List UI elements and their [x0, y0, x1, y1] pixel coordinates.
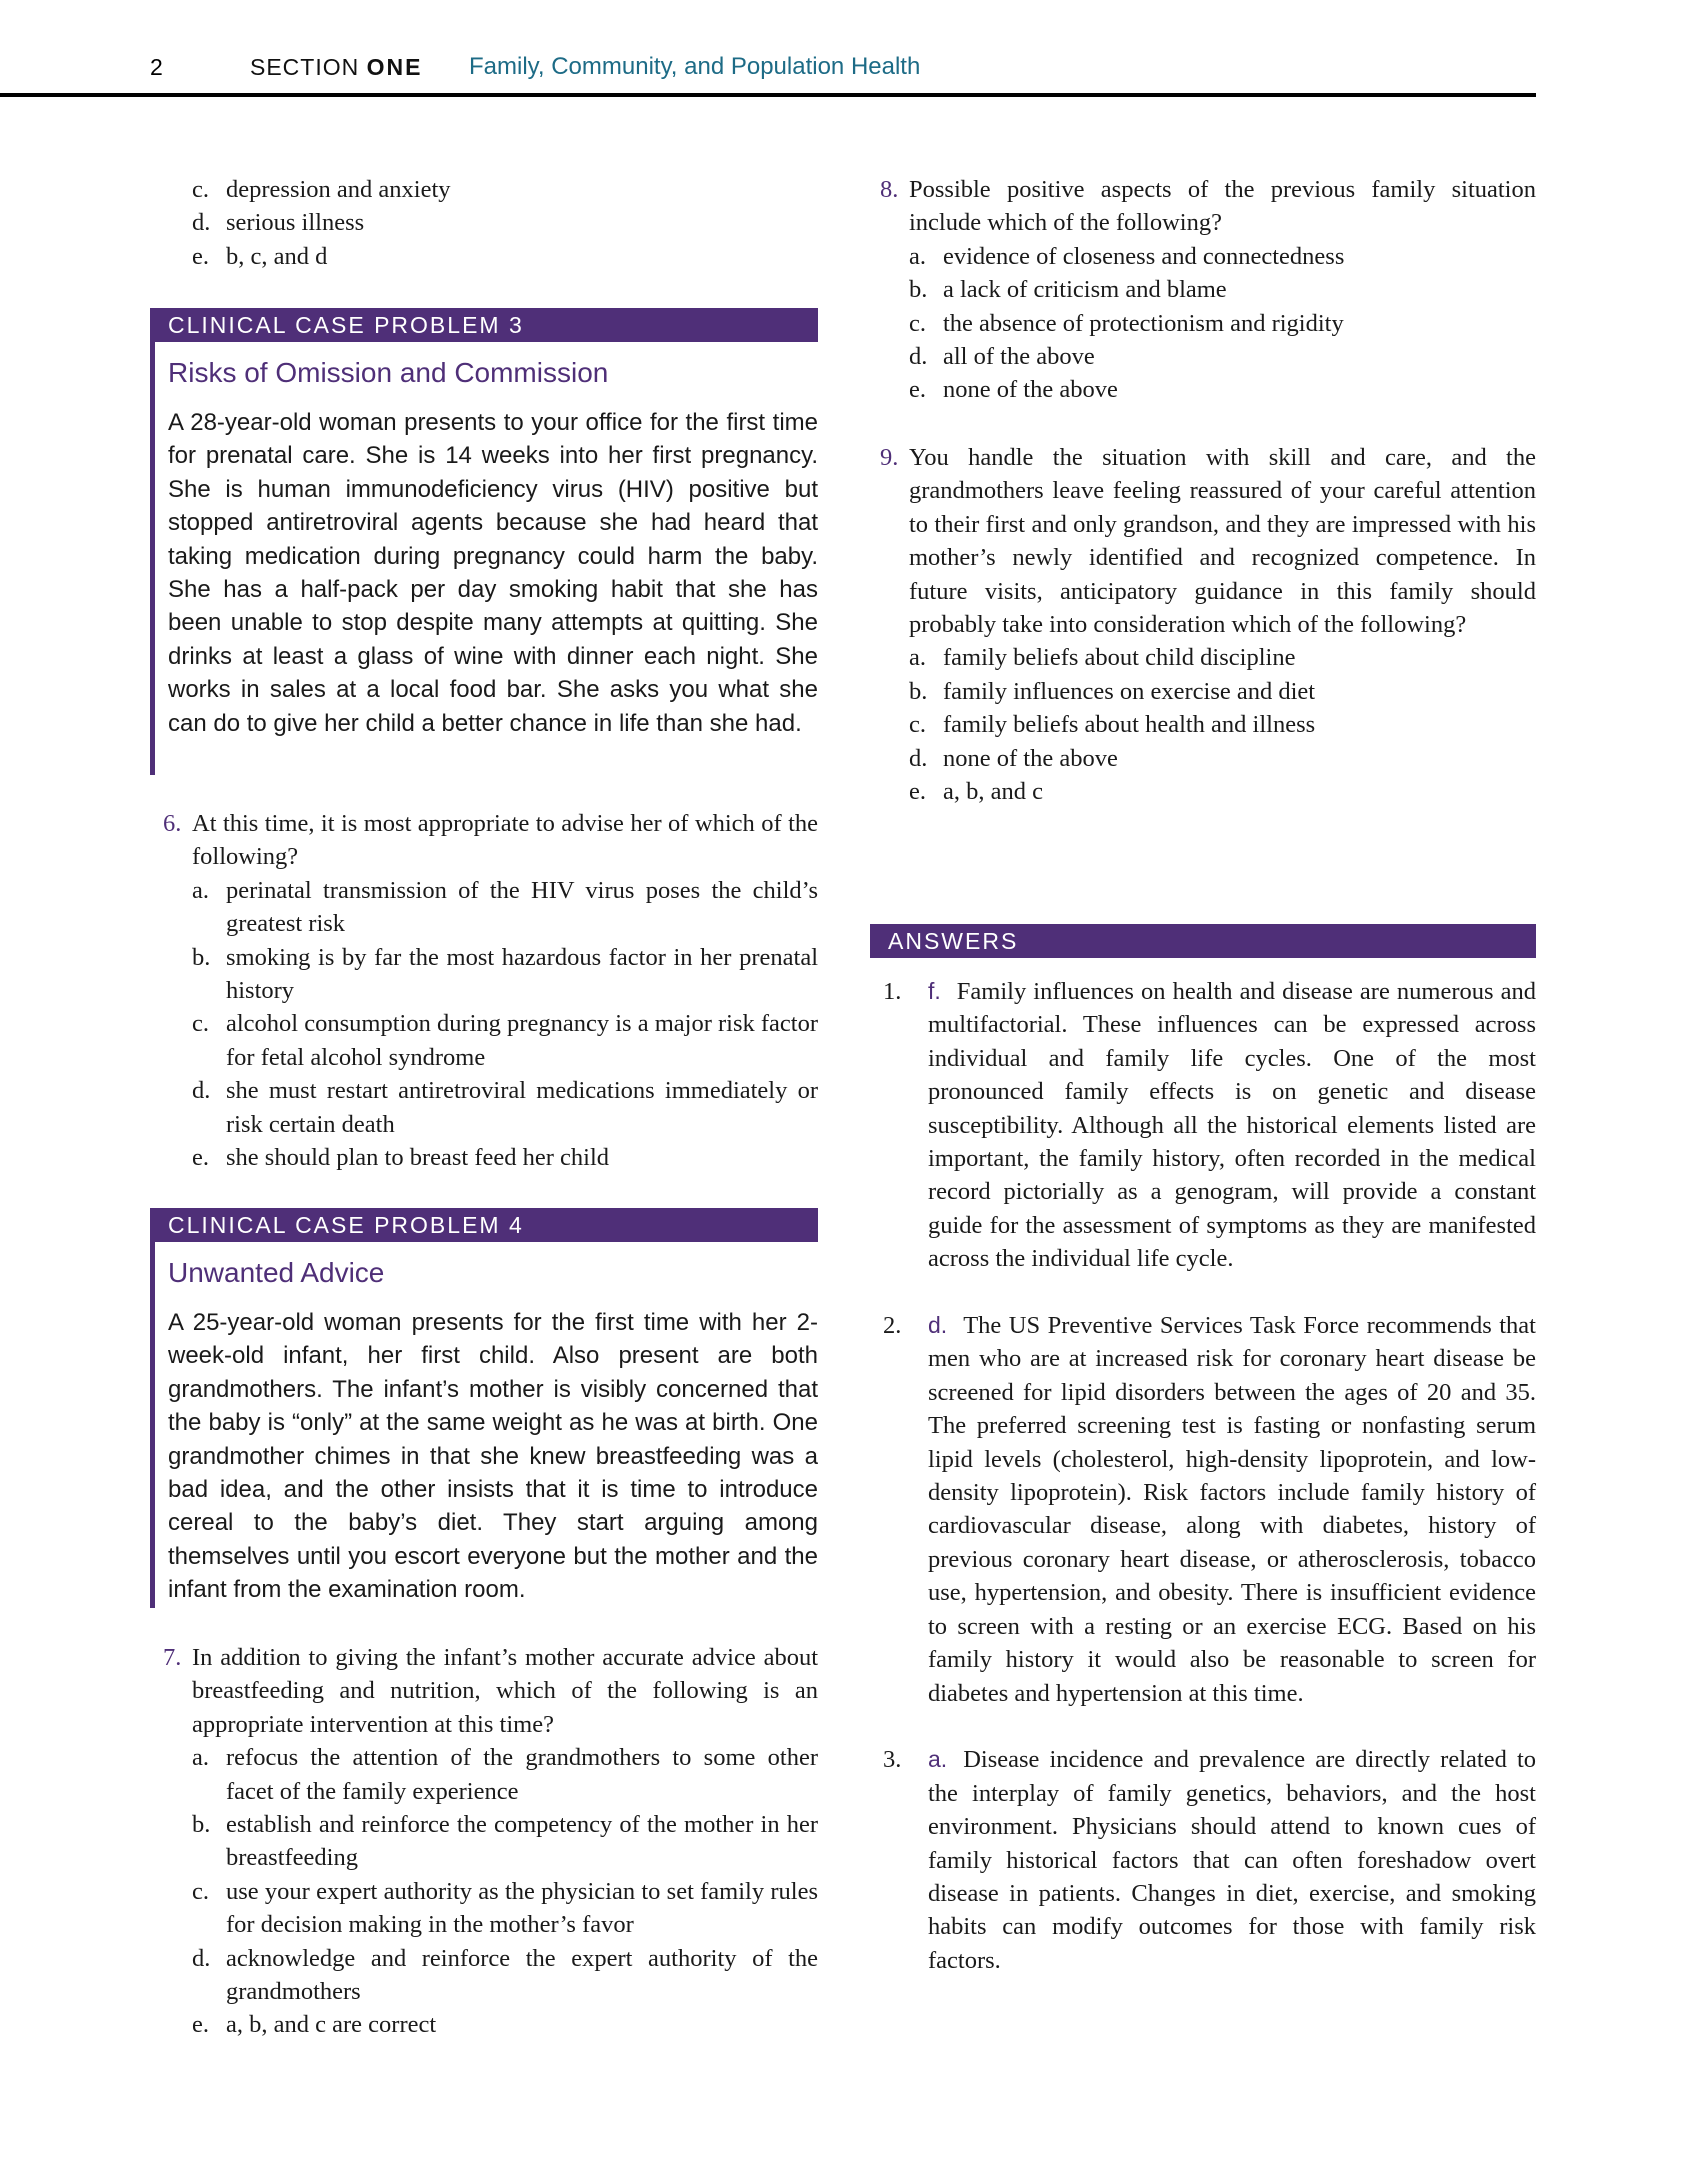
option-letter: d.	[192, 209, 211, 237]
question-text: You handle the situation with skill and care, and the grandmothers leave feeling reassured of your careful attention to their first and only grandson, and they are impressed with his mother’s newly identified and recognized competence. In future visits, anticipatory guidance in this family should probably take into consideration which of the following?	[909, 444, 1536, 639]
option-text: establish and reinforce the competency of the mother in her breastfeeding	[226, 1811, 818, 1872]
case4-title: Unwanted Advice	[168, 1257, 385, 1288]
section-title: Family, Community, and Population Health	[469, 53, 921, 80]
option-letter: b.	[192, 1811, 211, 1839]
option-text: family beliefs about child discipline	[943, 644, 1296, 672]
option-list	[192, 874, 818, 1175]
option-text: the absence of protectionism and rigidity	[943, 309, 1344, 337]
option-text: serious illness	[226, 209, 365, 237]
option	[192, 173, 818, 206]
option	[192, 206, 818, 239]
answer-item	[883, 975, 1536, 1276]
question-text: At this time, it is most appropriate to advise her of which of the following?	[192, 810, 818, 871]
answer-number: 3.	[883, 1746, 902, 1774]
question-number: 6.	[163, 810, 182, 837]
answer-text: Disease incidence and prevalence are directly related to the interplay of family genetics, behaviors, and the host environment. Physicians should attend to known cues of family historical factors that can often foreshadow overt disease in patients. Changes in diet, exercise, and smoking habits can modify outcomes for those with family risk factors.	[928, 1746, 1536, 1974]
option	[192, 874, 818, 941]
option	[909, 675, 1536, 708]
option-letter: d.	[909, 744, 928, 772]
option	[909, 307, 1536, 340]
option-letter: c.	[192, 176, 209, 203]
option-text: none of the above	[943, 744, 1118, 772]
question-text: In addition to giving the infant’s mother accurate advice about breastfeeding and nutrition, which of the following is an appropriate intervention at this time?	[192, 1644, 818, 1738]
option-text: use your expert authority as the physician to set family rules for decision making in the mother’s favor	[226, 1877, 818, 1939]
option-letter: b.	[192, 943, 211, 971]
question-8	[880, 173, 1536, 407]
option-list	[909, 641, 1536, 808]
option	[192, 1141, 818, 1174]
option-letter: a.	[909, 242, 926, 270]
case3-title: Risks of Omission and Commission	[168, 357, 609, 388]
question-number: 8.	[880, 176, 899, 203]
answer-key: f.	[928, 978, 941, 1004]
answer-item	[883, 1309, 1536, 1710]
answer-key: a.	[928, 1746, 948, 1773]
case3-text: A 28-year-old woman presents to your office for the first time for prenatal care. She is 14 weeks into her first pregnancy. She is human immunodeficiency virus (HIV) positive but stopped antiretroviral agents because she had heard that taking medication during pregnancy could harm the baby. She has a half-pack per day smoking habit that she has been unable to stop despite many attempts at quitting. She drinks at least a glass of wine with dinner each night. She works in sales at a local food bar. She asks you what she can do to give her child a better chance in life than she had.	[168, 409, 818, 737]
option	[909, 742, 1536, 775]
option-letter: d.	[909, 343, 928, 371]
option-text: acknowledge and reinforce the expert authority of the grandmothers	[226, 1944, 818, 2006]
option-text: family beliefs about health and illness	[943, 711, 1316, 739]
option-letter: c.	[192, 1010, 209, 1038]
option-list	[909, 240, 1536, 407]
option	[192, 1875, 818, 1942]
option-text: refocus the attention of the grandmothers to some other facet of the family experience	[226, 1744, 818, 1805]
answer-body	[928, 1746, 1536, 1973]
option	[909, 273, 1536, 306]
option-letter: a.	[192, 1744, 209, 1772]
case4-box	[150, 1242, 818, 1608]
question-text: Possible positive aspects of the previous family situation include which of the following?	[909, 176, 1536, 237]
answer-number: 2.	[883, 1312, 902, 1340]
option-text: she should plan to breast feed her child	[226, 1144, 610, 1172]
option-letter: c.	[909, 309, 926, 337]
question-7	[163, 1641, 818, 2042]
option	[909, 641, 1536, 674]
option-letter: d.	[192, 1944, 211, 1972]
option-text: depression and anxiety	[226, 176, 451, 203]
header-rule	[0, 93, 1536, 97]
q5-tail-options	[192, 173, 818, 273]
option	[909, 775, 1536, 808]
option-text: a lack of criticism and blame	[943, 276, 1227, 304]
option-text: family influences on exercise and diet	[943, 677, 1316, 705]
case3-box	[150, 342, 818, 775]
section-label	[250, 54, 422, 81]
option-text: all of the above	[943, 343, 1095, 371]
option	[909, 373, 1536, 406]
option-letter: b.	[909, 677, 928, 705]
option	[192, 240, 818, 273]
option	[192, 1808, 818, 1875]
option-letter: e.	[909, 376, 926, 404]
question-9	[880, 441, 1536, 808]
option-letter: c.	[192, 1877, 209, 1905]
option	[192, 941, 818, 1008]
option-letter: b.	[909, 276, 928, 304]
option	[909, 340, 1536, 373]
running-header	[0, 50, 1536, 80]
option	[909, 708, 1536, 741]
case4-bar: CLINICAL CASE PROBLEM 4	[150, 1208, 818, 1242]
answers-bar: ANSWERS	[870, 924, 1536, 958]
answer-body	[928, 978, 1536, 1272]
option-text: a, b, and c are correct	[226, 2011, 437, 2039]
option-letter: d.	[192, 1077, 211, 1105]
option-letter: e.	[192, 1144, 209, 1172]
case4-text: A 25-year-old woman presents for the first time with her 2-week-old infant, her first child. Also present are both grandmothers. The infant’s mother is visibly concerned that the baby is “only” at the same weight as he was at birth. One grandmother chimes in that she knew breastfeeding was a bad idea, and the other insists that it is time to introduce cereal to the baby’s diet. They start arguing among themselves until you escort everyone but the mother and the infant from the examination room.	[168, 1309, 818, 1604]
question-stem	[163, 1641, 818, 1741]
option-letter: c.	[909, 711, 926, 739]
option	[192, 1741, 818, 1808]
option-text: evidence of closeness and connectedness	[943, 242, 1345, 270]
answers-list	[883, 975, 1536, 1977]
option	[192, 1942, 818, 2009]
question-stem	[880, 441, 1536, 641]
answer-item	[883, 1743, 1536, 1977]
option-letter: e.	[192, 2011, 209, 2039]
answer-number: 1.	[883, 978, 902, 1005]
page-number: 2	[150, 54, 163, 80]
option-text: perinatal transmission of the HIV virus poses the child’s greatest risk	[226, 876, 818, 938]
option-text: b, c, and d	[226, 242, 328, 270]
option	[192, 2008, 818, 2041]
option-list	[192, 1741, 818, 2042]
option-text: a, b, and c	[943, 778, 1043, 806]
section-word: SECTION	[250, 54, 360, 80]
question-number: 7.	[163, 1644, 182, 1671]
case3-bar: CLINICAL CASE PROBLEM 3	[150, 308, 818, 342]
option-text: she must restart antiretroviral medications immediately or risk certain death	[226, 1077, 818, 1138]
option	[192, 1074, 818, 1141]
question-6	[163, 807, 818, 1174]
option-letter: e.	[909, 778, 926, 806]
question-stem	[163, 807, 818, 874]
question-number: 9.	[880, 444, 899, 471]
option-letter: a.	[909, 644, 926, 672]
option-letter: e.	[192, 242, 209, 270]
question-stem	[880, 173, 1536, 240]
section-number: ONE	[366, 54, 423, 80]
option	[909, 240, 1536, 273]
option-letter: a.	[192, 876, 209, 904]
answer-text: Family influences on health and disease are numerous and multifactorial. These influences can be expressed across individual and family life cycles. One of the most pronounced family effects is on genetic and disease susceptibility. Although all the historical elements listed are important, the family history, often recorded in the medical record pictorially as a genogram, will provide a constant guide for the assessment of symptoms as they are manifested across the individual life cycle.	[928, 978, 1536, 1273]
answer-text: The US Preventive Services Task Force recommends that men who are at increased risk for coronary heart disease be screened for lipid disorders between the ages of 20 and 35. The preferred screening test is fasting or nonfasting serum lipid levels (cholesterol, high-density lipoprotein, and low-density lipoprotein). Risk factors include family history of cardiovascular disease, along with diabetes, history of previous coronary heart disease, or atherosclerosis, tobacco use, hypertension, and obesity. There is insufficient evidence to screen with a resting or an exercise ECG. Based on his family history it would also be reasonable to screen for diabetes and hypertension at this time.	[928, 1312, 1536, 1707]
option-text: none of the above	[943, 376, 1118, 404]
answer-key: d.	[928, 1312, 948, 1339]
option-text: alcohol consumption during pregnancy is a major risk factor for fetal alcohol syndrome	[226, 1010, 818, 1071]
answer-body	[928, 1312, 1536, 1706]
option	[192, 1007, 818, 1074]
option-text: smoking is by far the most hazardous factor in her prenatal history	[226, 943, 818, 1005]
